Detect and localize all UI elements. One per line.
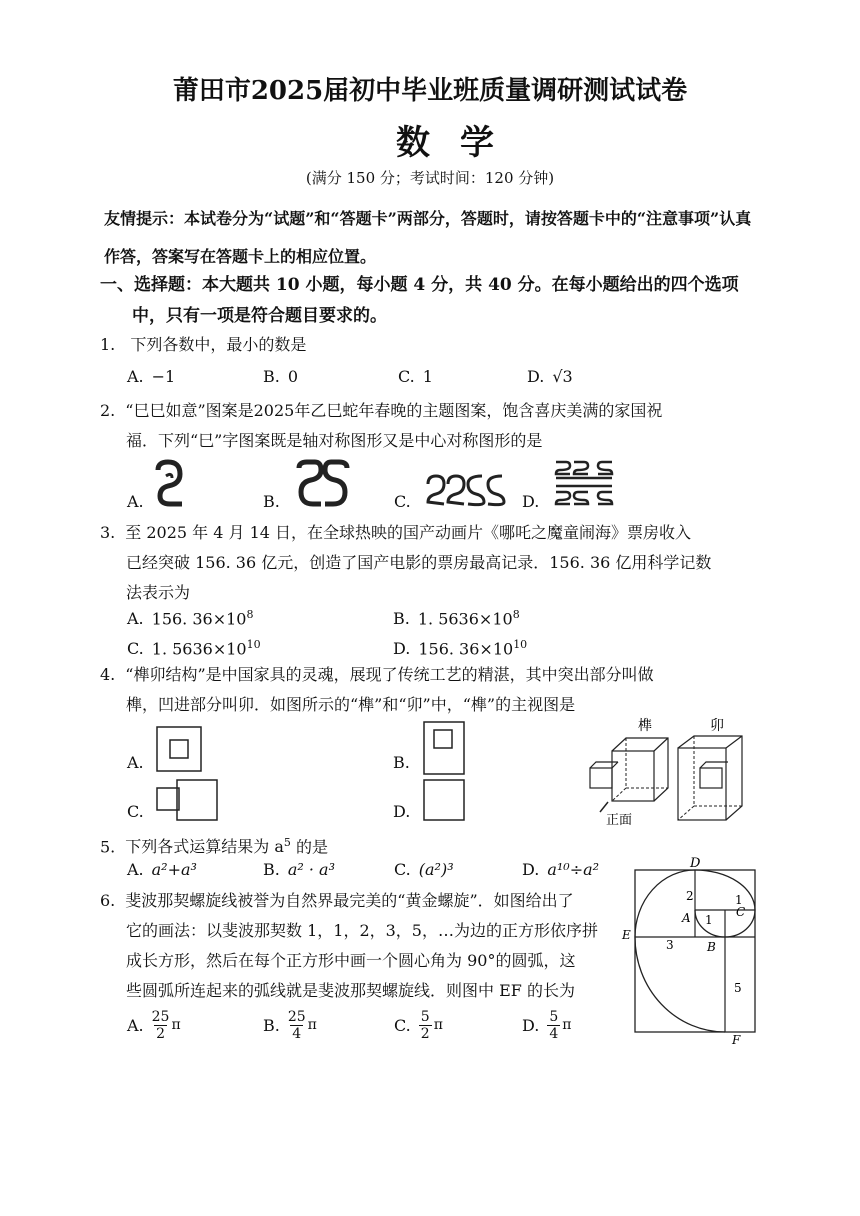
option-text: a² · a³ [287, 860, 336, 879]
q6-option-c: C. $\frac{5}{2}$ π [394, 1008, 443, 1042]
question-stem-line: 它的画法：以斐波那契数 1，1，2，3，5，…为边的正方形依序拼 [126, 921, 598, 940]
exam-meta: (满分 150 分；考试时间：120 分钟) [305, 169, 555, 187]
q3-option-d: D. 156. $36\times 10^{10}$ [393, 638, 528, 659]
exam-title: 莆田市2025届初中毕业班质量调研测试试卷 [172, 76, 688, 106]
side-3: 3 [666, 938, 674, 952]
question-stem: 下列各式运算结果为 a [125, 837, 284, 857]
q3-option-c: C. 1. $5636\times 10^{10}$ [127, 638, 261, 659]
question-number: 6. [100, 891, 116, 910]
q4-option-a-figure [155, 725, 205, 775]
side-2: 2 [686, 889, 694, 903]
option-base: 1. 5636×10 [151, 639, 247, 659]
side-1b: 1 [735, 893, 743, 907]
fraction [547, 1009, 560, 1042]
side-5: 5 [734, 981, 742, 995]
si-pattern-c-image [424, 470, 506, 510]
option-text: −1 [151, 367, 176, 386]
option-exponent: 10 [246, 638, 261, 651]
question-stem-line: “巳巳如意”图案是2025年乙巳蛇年春晚的主题图案，饱含喜庆美满的家国祝 [125, 401, 663, 420]
option-base: 156. 36×10 [418, 639, 514, 659]
q1-option-c: C. 1 [398, 367, 433, 386]
question-6 [100, 886, 630, 1006]
point-a: A [682, 911, 691, 925]
question-stem-line: 成长方形，然后在每个正方形中画一个圆心角为 90°的圆弧，这 [126, 951, 576, 970]
si-pattern-b-image [293, 458, 353, 510]
pi-symbol: π [562, 1017, 572, 1033]
section-heading [100, 270, 770, 332]
pi-symbol: π [171, 1017, 181, 1033]
q5-option-b: B. a² · a³ [263, 860, 336, 879]
question-number: 5. [100, 837, 116, 857]
denominator: 4 [549, 1025, 559, 1042]
q1-option-a: A. −1 [127, 367, 176, 386]
question-stem-line: 斐波那契螺旋线被誉为自然界最完美的“黄金螺旋”．如图给出了 [125, 891, 574, 910]
side-1a: 1 [705, 913, 713, 927]
question-number: 2. [100, 401, 116, 420]
q2-option-d-label: D. [522, 492, 540, 511]
sun-label: 榫 [638, 718, 652, 734]
option-text: a¹⁰÷a² [547, 860, 600, 879]
point-d: D [690, 856, 701, 871]
option-text: a²+a³ [151, 860, 197, 879]
option-exponent: 10 [513, 638, 528, 651]
sunmao-figure [582, 716, 762, 828]
question-number: 3. [100, 523, 116, 542]
pi-symbol: π [433, 1017, 443, 1033]
mao-label: 卯 [710, 718, 724, 734]
question-number: 1. [100, 335, 116, 354]
numerator: 25 [287, 1008, 306, 1025]
denominator: 2 [420, 1025, 430, 1042]
q4-option-c-figure [155, 778, 221, 824]
si-pattern-d-image [552, 456, 616, 512]
q4-option-a-label: A. [127, 753, 144, 772]
q2-option-c-label: C. [394, 492, 411, 511]
q4-option-d-label: D. [393, 802, 411, 821]
q5-option-c: C. (a²)³ [394, 860, 454, 879]
question-number: 4. [100, 665, 116, 684]
question-stem-tail: 的是 [290, 837, 328, 857]
question-1 [100, 330, 306, 360]
numerator: 5 [549, 1008, 559, 1025]
q5-option-d: D. a¹⁰÷a² [522, 860, 600, 879]
question-3 [100, 518, 780, 608]
q4-option-b-figure [422, 720, 468, 778]
option-text: (a²)³ [418, 860, 454, 879]
q4-option-b-label: B. [393, 753, 410, 772]
si-pattern-a-image [148, 458, 190, 510]
q1-option-d: D. √3 [527, 367, 573, 386]
option-exponent: 8 [512, 608, 520, 621]
numerator: 5 [420, 1008, 430, 1025]
question-5 [100, 828, 328, 862]
q5-option-a: A. a²+a³ [127, 860, 197, 879]
stem-exponent: 5 [283, 836, 291, 849]
friendly-tip: 友情提示：本试卷分为“试题”和“答题卡”两部分，答题时，请按答题卡中的“注意事项”认真作答，答案写在答题卡上的相应位置。 [104, 209, 752, 266]
point-b: B [707, 940, 716, 954]
q2-option-b-label: B. [263, 492, 280, 511]
question-stem-line: 至 2025 年 4 月 14 日，在全球热映的国产动画片《哪吒之魔童闹海》票房收入 [125, 523, 692, 542]
fibonacci-spiral-figure [620, 856, 760, 1046]
q2-option-a-label: A. [127, 492, 144, 511]
point-c: C [736, 905, 746, 919]
section-line-1: 一、选择题：本大题共 10 小题，每小题 4 分，共 40 分。在每小题给出的四个选项 [100, 275, 739, 295]
question-stem: 下列各数中，最小的数是 [130, 335, 307, 354]
option-base: 156. 36×10 [151, 609, 247, 629]
q1-option-b: B. 0 [263, 367, 299, 386]
point-e: E [622, 928, 631, 942]
question-4 [100, 660, 780, 720]
option-base: 1. 5636×10 [417, 609, 513, 629]
subject-title: 数学 [396, 123, 524, 163]
q6-option-a: A. $\frac{25}{2}$ π [127, 1008, 181, 1042]
option-text: 1 [422, 367, 433, 386]
q6-option-b: B. $\frac{25}{4}$ π [263, 1008, 317, 1042]
q4-option-c-label: C. [127, 802, 144, 821]
fraction [419, 1009, 432, 1042]
question-2 [100, 396, 780, 456]
section-line-2: 中，只有一项是符合题目要求的。 [132, 306, 387, 326]
question-stem-line: 榫，凹进部分叫卯．如图所示的“榫”和“卯”中，“榫”的主视图是 [126, 695, 576, 714]
q3-option-b: B. 1. $5636\times 10^8$ [393, 608, 520, 629]
fraction [288, 1009, 306, 1042]
q3-option-a: A. 156. $36\times 10^8$ [127, 608, 254, 629]
front-label: 正面 [606, 813, 633, 828]
denominator: 4 [292, 1025, 302, 1042]
option-text: √3 [552, 367, 573, 386]
q6-option-d: D. $\frac{5}{4}$ π [522, 1008, 572, 1042]
option-text: 0 [287, 367, 299, 386]
q4-option-d-figure [422, 778, 468, 824]
question-stem-line: “榫卯结构”是中国家具的灵魂，展现了传统工艺的精湛，其中突出部分叫做 [125, 665, 654, 684]
numerator: 25 [151, 1008, 170, 1025]
question-stem-line: 福．下列“巳”字图案既是轴对称图形又是中心对称图形的是 [126, 431, 543, 450]
question-stem-line: 法表示为 [126, 583, 191, 602]
question-stem-line: 些圆弧所连起来的弧线就是斐波那契螺旋线．则图中 EF 的长为 [126, 981, 575, 1000]
question-stem-line: 已经突破 156. 36 亿元，创造了国产电影的票房最高记录．156. 36 亿用科学记数 [126, 553, 712, 572]
point-f: F [732, 1033, 741, 1046]
fraction [152, 1009, 170, 1042]
pi-symbol: π [307, 1017, 317, 1033]
denominator: 2 [156, 1025, 166, 1042]
option-exponent: 8 [246, 608, 254, 621]
